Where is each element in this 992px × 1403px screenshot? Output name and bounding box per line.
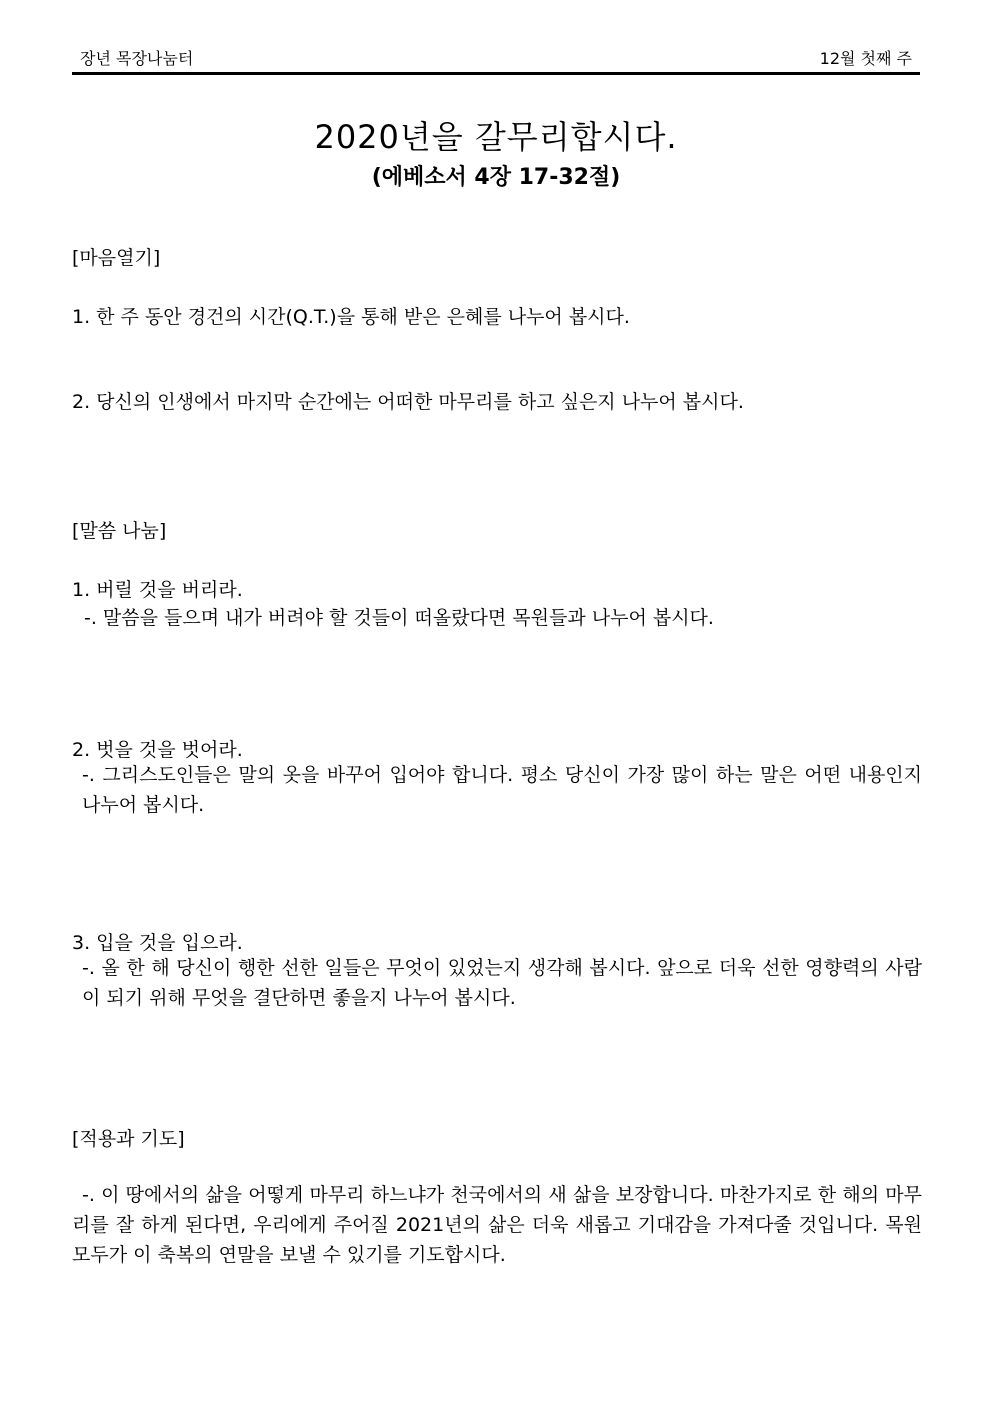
word-share-q1-body: -. 말씀을 들으며 내가 버려야 할 것들이 떠올랐다면 목원들과 나누어 봅시다.: [84, 607, 714, 629]
word-share-q3-title: 3. 입을 것을 입으라.: [72, 932, 243, 954]
heading-apply-pray: [적용과 기도]: [72, 1128, 185, 1150]
page-subtitle: (에베소서 4장 17-32절): [371, 165, 621, 190]
word-share-q2-body: -. 그리스도인들은 말의 옷을 바꾸어 입어야 합니다. 평소 당신이 가장 많이 하는 말은 어떤 내용인지 나누어 봅시다.: [82, 764, 922, 816]
apply-pray-body: -. 이 땅에서의 삶을 어떻게 마무리 하느냐가 천국에서의 새 삶을 보장합니다. 마찬가지로 한 해의 마무리를 잘 하게 된다면, 우리에게 주어질 2021년의 삶은 더욱 새롭고 기대감을 가져다줄 것입니다. 목원 모두가 이 축복의 연말을 보낼 수 있기를 기도합시다.: [72, 1184, 922, 1266]
word-share-q1-title: 1. 버릴 것을 버리라.: [72, 579, 243, 601]
heading-heart-open: [마음열기]: [72, 247, 161, 269]
word-share-q2-title: 2. 벗을 것을 벗어라.: [72, 739, 243, 761]
word-share-q3-body: -. 올 한 해 당신이 행한 선한 일들은 무엇이 있었는지 생각해 봅시다. 앞으로 더욱 선한 영향력의 사람이 되기 위해 무엇을 결단하면 좋을지 나누어 봅시다.: [82, 957, 922, 1009]
page-header: [72, 42, 920, 75]
heart-open-question-2: 2. 당신의 인생에서 마지막 순간에는 어떠한 마무리를 하고 싶은지 나누어 봅시다.: [72, 391, 744, 413]
heading-word-share: [말씀 나눔]: [72, 520, 167, 542]
page-title: 2020년을 갈무리합시다.: [314, 118, 678, 156]
header-week: 12월 첫째 주: [819, 49, 912, 68]
heart-open-question-1: 1. 한 주 동안 경건의 시간(Q.T.)을 통해 받은 은혜를 나누어 봅시다.: [72, 306, 630, 328]
header-group-name: 장년 목장나눔터: [80, 49, 194, 68]
